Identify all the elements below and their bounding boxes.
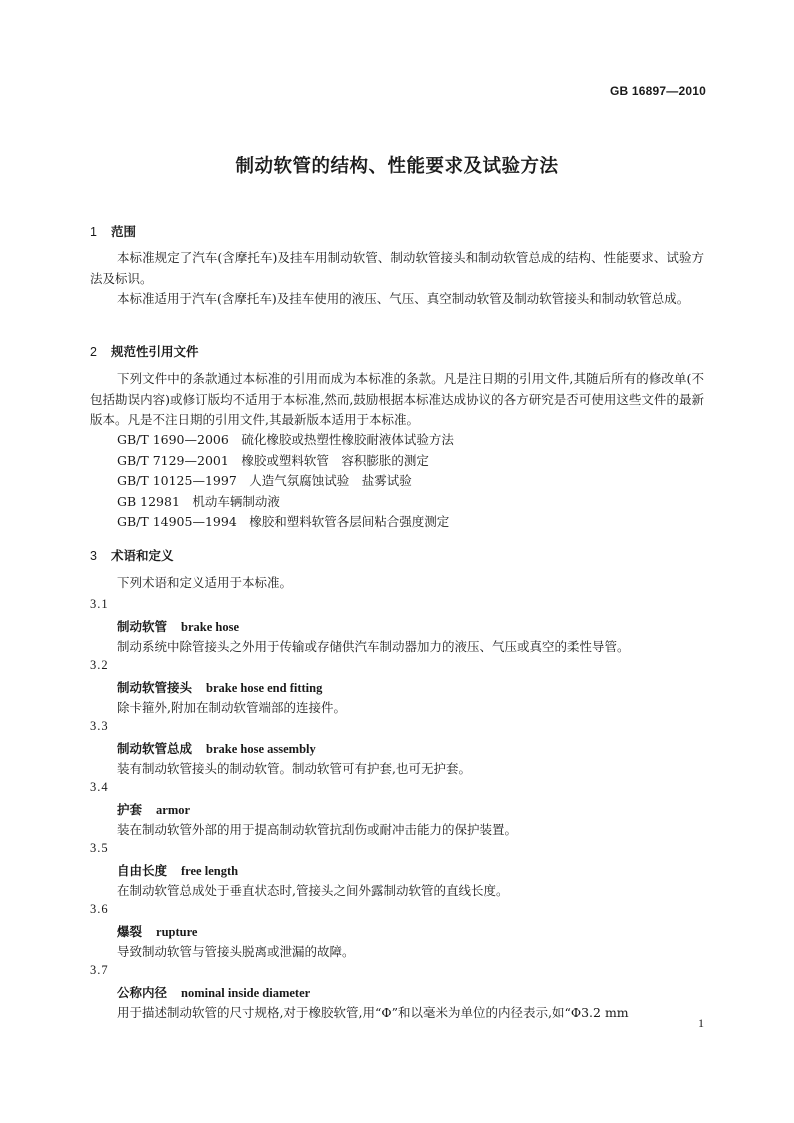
section-1-paragraph-1: 本标准规定了汽车(含摩托车)及挂车用制动软管、制动软管接头和制动软管总成的结构、性能要求、试验方法及标识。 (90, 250, 704, 286)
term-zh: 制动软管 (117, 619, 168, 634)
section-3-heading (90, 546, 174, 564)
term-definition: 导致制动软管与管接头脱离或泄漏的故障。 (117, 944, 355, 959)
term-zh: 爆裂 (117, 924, 143, 939)
section-2-paragraph: 下列文件中的条款通过本标准的引用而成为本标准的条款。凡是注日期的引用文件,其随后所有的修改单(不包括勘误内容)或修订版均不适用于本标准,然而,鼓励根据本标准达成协议的各方研究是否可使用这些文件的最新版本。凡是不注日期的引用文件,其最新版本适用于本标准。 (90, 371, 704, 427)
reference-item: GB/T 14905—1994 橡胶和塑料软管各层间粘合强度测定 (117, 514, 450, 529)
term-zh: 制动软管总成 (117, 741, 193, 756)
term-heading (117, 861, 238, 879)
section-title: 术语和定义 (111, 548, 174, 563)
term-en: rupture (156, 925, 198, 939)
section-title: 范围 (111, 224, 137, 239)
term-en: brake hose end fitting (206, 681, 323, 695)
term-heading (117, 678, 322, 696)
reference-item: GB/T 7129—2001 橡胶或塑料软管 容积膨胀的测定 (117, 453, 429, 468)
term-heading (117, 922, 197, 940)
term-number: 3.2 (90, 658, 109, 672)
section-number: 1 (90, 225, 97, 239)
section-3-intro: 下列术语和定义适用于本标准。 (117, 575, 293, 590)
term-definition: 用于描述制动软管的尺寸规格,对于橡胶软管,用“Φ”和以毫米为单位的内径表示,如“Φ3.2 mm (117, 1005, 629, 1020)
section-1-heading (90, 222, 136, 240)
term-number: 3.1 (90, 597, 109, 611)
term-en: free length (181, 864, 239, 878)
term-en: armor (156, 803, 191, 817)
section-title: 规范性引用文件 (111, 344, 199, 359)
section-2-heading (90, 342, 199, 360)
term-number: 3.6 (90, 902, 109, 916)
standard-number: GB 16897—2010 (610, 84, 706, 98)
term-number: 3.3 (90, 719, 109, 733)
term-definition: 装在制动软管外部的用于提高制动软管抗刮伤或耐冲击能力的保护装置。 (117, 822, 518, 837)
term-definition: 除卡箍外,附加在制动软管端部的连接件。 (117, 700, 346, 715)
reference-item: GB/T 1690—2006 硫化橡胶或热塑性橡胶耐液体试验方法 (117, 432, 454, 447)
term-zh: 护套 (117, 802, 143, 817)
term-heading (117, 983, 310, 1001)
section-number: 2 (90, 345, 97, 359)
term-definition: 制动系统中除管接头之外用于传输或存储供汽车制动器加力的液压、气压或真空的柔性导管。 (117, 639, 630, 654)
section-1-paragraph-2: 本标准适用于汽车(含摩托车)及挂车使用的液压、气压、真空制动软管及制动软管接头和制动软管总成。 (117, 291, 690, 306)
term-en: brake hose assembly (206, 742, 316, 756)
term-heading (117, 617, 239, 635)
term-zh: 自由长度 (117, 863, 168, 878)
term-number: 3.5 (90, 841, 109, 855)
page-title: 制动软管的结构、性能要求及试验方法 (235, 156, 559, 177)
term-heading (117, 800, 190, 818)
term-en: nominal inside diameter (181, 986, 311, 1000)
term-en: brake hose (181, 620, 240, 634)
term-definition: 在制动软管总成处于垂直状态时,管接头之间外露制动软管的直线长度。 (117, 883, 509, 898)
term-definition: 装有制动软管接头的制动软管。制动软管可有护套,也可无护套。 (117, 761, 471, 776)
term-zh: 公称内径 (117, 985, 168, 1000)
page-number: 1 (698, 1016, 704, 1030)
section-number: 3 (90, 549, 97, 563)
reference-item: GB 12981 机动车辆制动液 (117, 494, 280, 509)
reference-item: GB/T 10125—1997 人造气氛腐蚀试验 盐雾试验 (117, 473, 412, 488)
term-number: 3.4 (90, 780, 109, 794)
term-zh: 制动软管接头 (117, 680, 193, 695)
term-number: 3.7 (90, 963, 109, 977)
term-heading (117, 739, 316, 757)
